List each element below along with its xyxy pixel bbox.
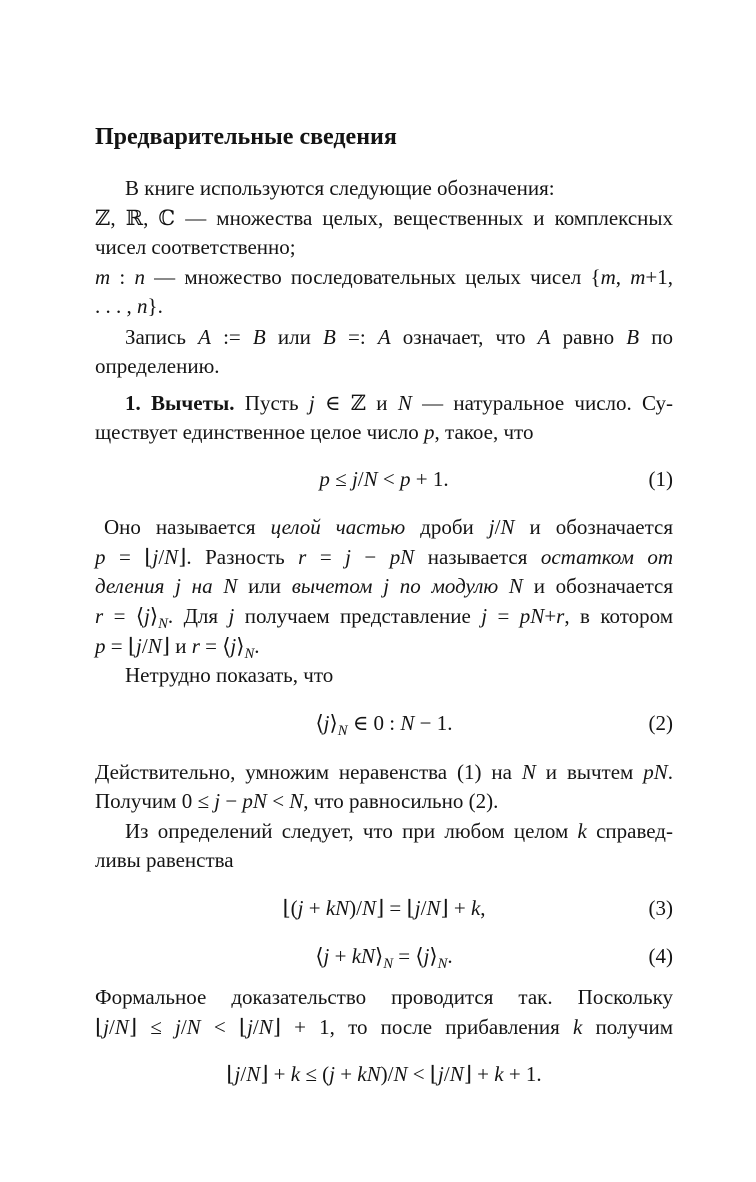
math-variable: r <box>298 545 307 569</box>
text-run: / <box>240 1062 247 1086</box>
body-line <box>95 235 673 259</box>
math-variable: p <box>95 545 106 569</box>
body-line <box>125 819 673 843</box>
text-run: ⌋ + <box>260 1062 291 1086</box>
emphasis-run: вычетом j по модулю N <box>291 574 523 598</box>
math-variable: pN <box>643 760 668 784</box>
math-variable: N <box>397 391 412 415</box>
text-run: ≤ ( <box>300 1062 330 1086</box>
text-run: / <box>109 1015 115 1039</box>
text-run: . <box>447 944 453 968</box>
text-run: / <box>180 1015 187 1039</box>
math-variable: pN <box>389 545 415 569</box>
equation-number-1: (1) <box>648 467 673 491</box>
emphasis-run: деления j на N <box>95 574 238 598</box>
math-variable: p <box>399 467 411 491</box>
text-run: — натуральное число. Су- <box>411 391 673 415</box>
math-variable: kN <box>325 896 350 920</box>
math-variable: j <box>152 545 159 569</box>
text-run: и обозначается <box>522 574 673 598</box>
text-run: и обозначается <box>514 515 674 539</box>
text-run: равно <box>550 325 627 349</box>
text-run: / <box>158 545 165 569</box>
text-run: Оно называется <box>104 515 271 539</box>
text-run: / <box>141 634 148 658</box>
bold-run: 1. Вычеты. <box>125 391 235 415</box>
math-variable: j <box>174 1015 181 1039</box>
text-run: }. <box>147 294 163 318</box>
text-run: = ⟨ <box>393 944 424 968</box>
body-line <box>95 634 673 663</box>
math-variable: j <box>247 1015 253 1039</box>
math-variable: B <box>252 325 266 349</box>
math-variable: B <box>626 325 640 349</box>
text-run: — множество последовательных целых чисел { <box>144 265 601 289</box>
text-run: определению. <box>95 354 220 378</box>
text-run: называется <box>414 545 541 569</box>
text-run: < <box>266 789 290 813</box>
math-variable: A <box>537 325 551 349</box>
math-variable: j <box>214 789 221 813</box>
text-run: ⟩ <box>429 944 438 968</box>
body-line <box>95 789 673 813</box>
text-run: или <box>265 325 323 349</box>
text-run: ⌋ + <box>463 1062 495 1086</box>
text-run: Из определений следует, что при любом целом <box>125 819 578 843</box>
text-run: Пусть <box>234 391 309 415</box>
text-run: − <box>220 789 243 813</box>
math-variable: j <box>234 1062 241 1086</box>
text-run: / <box>443 1062 450 1086</box>
text-run: − 1. <box>414 711 453 735</box>
text-run: = ⟨ <box>103 604 145 628</box>
math-variable: A <box>198 325 211 349</box>
math-variable: j <box>323 944 330 968</box>
text-run: ⟩ <box>236 634 245 658</box>
text-run: / <box>494 515 501 539</box>
text-run: +1, <box>645 265 673 289</box>
math-variable: m <box>95 265 111 289</box>
text-run: : <box>110 265 135 289</box>
text-run: = ⌊ <box>105 634 137 658</box>
text-run: ⌊ <box>95 1015 104 1039</box>
text-run: < ⌊ <box>200 1015 248 1039</box>
text-run: Получим 0 ≤ <box>95 789 215 813</box>
text-run: ⌋ и <box>161 634 192 658</box>
text-run: ⌋. Разность <box>178 545 299 569</box>
text-run: . . . , <box>95 294 137 318</box>
section-title: Предварительные сведения <box>95 124 397 150</box>
body-line <box>95 1015 673 1039</box>
math-variable: N <box>164 545 179 569</box>
math-variable: pN <box>519 604 545 628</box>
emphasis-run: остатком от <box>540 545 674 569</box>
math-variable: j <box>136 634 142 658</box>
text-run: справед- <box>586 819 673 843</box>
math-variable: n <box>137 294 148 318</box>
math-variable: r <box>556 604 565 628</box>
text-run: . <box>667 760 673 784</box>
math-variable: N <box>363 467 378 491</box>
math-variable: pN <box>242 789 267 813</box>
math-variable: N <box>289 789 304 813</box>
text-run: + 1. <box>410 467 449 491</box>
text-run: означает, что <box>390 325 538 349</box>
text-run: ⟩ <box>375 944 384 968</box>
math-variable: n <box>134 265 145 289</box>
text-run: , что равносильно (2). <box>303 789 499 813</box>
text-run: Формальное доказательство проводится так. Поскольку <box>95 985 673 1009</box>
subscript: N <box>383 956 394 973</box>
text-run: чисел соответственно; <box>95 235 296 259</box>
text-run: или <box>237 574 292 598</box>
math-variable: A <box>377 325 391 349</box>
text-run: получаем представление <box>234 604 482 628</box>
text-run: ⌋ ≤ <box>128 1015 175 1039</box>
math-variable: N <box>246 1062 261 1086</box>
text-run: + 1. <box>503 1062 542 1086</box>
equation-number-3: (3) <box>648 896 673 920</box>
math-variable: N <box>361 896 376 920</box>
text-run: Действительно, умножим неравенства (1) на <box>95 760 522 784</box>
text-run: Запись <box>125 325 199 349</box>
math-variable: j <box>329 1062 335 1086</box>
subscript: N <box>158 616 168 633</box>
text-run: ⌊( <box>282 896 298 920</box>
text-run: по <box>639 325 673 349</box>
text-run: + <box>303 896 326 920</box>
body-line <box>95 265 673 289</box>
text-run: ≤ <box>329 467 352 491</box>
math-variable: N <box>393 1062 408 1086</box>
body-line <box>95 420 673 444</box>
math-variable: N <box>449 1062 464 1086</box>
math-variable: N <box>147 634 162 658</box>
text-run: + <box>544 604 557 628</box>
text-run: ⟨ <box>315 944 324 968</box>
text-run: / <box>420 896 427 920</box>
text-run: ⟩ <box>329 711 338 735</box>
body-line <box>95 354 673 378</box>
text-run: =: <box>335 325 378 349</box>
math-variable: j <box>488 515 495 539</box>
math-variable: N <box>258 1015 273 1039</box>
math-variable: B <box>323 325 336 349</box>
subscript: N <box>437 956 448 973</box>
text-run: < <box>377 467 400 491</box>
body-line <box>125 391 673 415</box>
text-run: − <box>350 545 390 569</box>
body-line <box>125 325 673 349</box>
math-variable: j <box>351 467 358 491</box>
math-variable: m <box>630 265 646 289</box>
text-run: дроби <box>405 515 489 539</box>
text-run: ⟩ <box>149 604 159 628</box>
body-line <box>95 604 673 633</box>
math-variable: j <box>414 896 421 920</box>
math-variable: j <box>297 896 304 920</box>
text-run: + <box>329 944 352 968</box>
equation-5 <box>95 1062 673 1086</box>
math-variable: j <box>438 1062 444 1086</box>
math-variable: kN <box>357 1062 381 1086</box>
text-run: + <box>334 1062 358 1086</box>
body-line <box>95 294 673 318</box>
text-run: ществует единственное целое число <box>95 420 425 444</box>
text-run: . <box>254 634 260 658</box>
text-run: , <box>615 265 631 289</box>
text-run: , <box>480 896 486 920</box>
body-line <box>125 663 673 687</box>
math-variable: j <box>481 604 488 628</box>
text-run: и вычтем <box>535 760 644 784</box>
math-variable: j <box>230 634 237 658</box>
subscript: N <box>337 723 348 740</box>
math-variable: N <box>400 711 415 735</box>
text-run: / <box>357 467 364 491</box>
text-run: = ⟨ <box>199 634 231 658</box>
math-variable: N <box>114 1015 129 1039</box>
equation-number-4: (4) <box>648 944 673 968</box>
math-variable: k <box>577 819 587 843</box>
text-run: )/ <box>349 896 362 920</box>
text-run: ⌋ + <box>440 896 471 920</box>
math-variable: p <box>424 420 435 444</box>
math-variable: k <box>572 1015 583 1039</box>
math-variable: j <box>323 711 330 735</box>
math-variable: j <box>345 545 351 569</box>
text-run: ⟨ <box>315 711 324 735</box>
math-variable: r <box>191 634 200 658</box>
text-run: , в котором <box>564 604 673 628</box>
text-run: = <box>306 545 346 569</box>
math-variable: j <box>423 944 430 968</box>
math-variable: k <box>290 1062 301 1086</box>
text-run: , такое, что <box>434 420 534 444</box>
text-run: ⌋ = ⌊ <box>375 896 415 920</box>
math-variable: j <box>144 604 150 628</box>
math-variable: k <box>494 1062 504 1086</box>
math-variable: kN <box>351 944 376 968</box>
text-run: / <box>252 1015 259 1039</box>
text-run: В книге используются следующие обозначения: <box>125 176 555 200</box>
math-variable: N <box>186 1015 201 1039</box>
equation-number-2: (2) <box>648 711 673 735</box>
body-line <box>95 574 673 598</box>
text-run: ⌊ <box>226 1062 235 1086</box>
math-variable: N <box>500 515 515 539</box>
math-variable: k <box>470 896 481 920</box>
math-variable: j <box>103 1015 110 1039</box>
math-variable: r <box>95 604 104 628</box>
body-line <box>125 176 673 200</box>
text-run: Нетрудно показать, что <box>125 663 334 687</box>
math-variable: m <box>600 265 616 289</box>
text-run: < ⌊ <box>407 1062 439 1086</box>
text-run: ∈ 0 : <box>347 711 401 735</box>
math-variable: N <box>426 896 441 920</box>
math-variable: p <box>319 467 330 491</box>
body-line <box>95 848 673 872</box>
body-line <box>104 515 673 539</box>
body-line <box>95 760 673 784</box>
text-run: ⌋ + 1, то после прибавления <box>272 1015 573 1039</box>
text-run: ливы равенства <box>95 848 234 872</box>
text-run: . Для <box>167 604 229 628</box>
body-line <box>95 985 673 1009</box>
subscript: N <box>244 646 255 663</box>
text-run: := <box>210 325 253 349</box>
text-run: ∈ ℤ и <box>314 391 398 415</box>
text-run: получим <box>582 1015 674 1039</box>
math-variable: j <box>228 604 235 628</box>
body-line <box>95 545 673 569</box>
text-run: ℤ, ℝ, ℂ — множества целых, вещественных и комплексных <box>95 206 673 230</box>
text-run: = ⌊ <box>105 545 153 569</box>
emphasis-run: целой частью <box>270 515 406 539</box>
text-run: = <box>487 604 520 628</box>
text-run: )/ <box>380 1062 394 1086</box>
math-variable: j <box>308 391 315 415</box>
math-variable: N <box>521 760 536 784</box>
body-line <box>95 206 673 230</box>
math-variable: p <box>95 634 106 658</box>
